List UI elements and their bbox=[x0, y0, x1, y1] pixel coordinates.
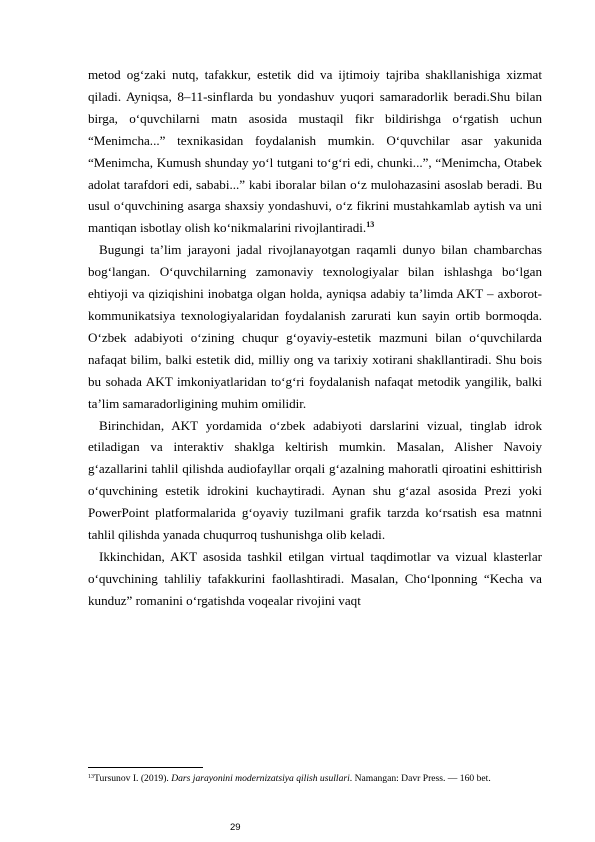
body-text bbox=[88, 64, 542, 612]
footnote-reference[interactable]: 13 bbox=[366, 220, 375, 230]
footnote-divider bbox=[88, 767, 203, 768]
paragraph-3: Birinchidan, AKT yordamida o‘zbek adabiyoti darslarini vizual, tinglab idrok etiladigan va interaktiv shaklga keltirish mumkin. Masalan, Alisher Navoiy g‘azallarini tahlil qilishda audiofayllar orqali g‘azalning mahoratli qiroatini eshittirish o‘quvchining estetik idrokini kuchaytiradi. Aynan shu g‘azal asosida Prezi yoki PowerPoint platformalarida g‘oyaviy tuzilmani grafik tarzda ko‘rsatish esa matnni tahlil qilishda yanada chuqurroq tushunishga olib keladi. bbox=[88, 417, 542, 543]
footnote-number: 13 bbox=[88, 774, 94, 780]
paragraph-1 bbox=[88, 64, 542, 239]
paragraph-1-text: metod og‘zaki nutq, tafakkur, estetik did va ijtimoiy tajriba shakllanishiga xizmat qiladi. Ayniqsa, 8–11-sinflarda bu yondashuv yuqori samaradorlik beradi.Shu bilan birga, o‘quvchilarni matn asosida mustaqil fikr bildirishga o‘rgatish uchun “Menimcha...” texnikasidan foydalanish mumkin. O‘quvchilar asar yakunida “Menimcha, Kumush shunday yo‘l tutgani to‘g‘ri edi, chunki...”, “Menimcha, Otabek adolat tarafdori edi, sababi...” kabi iboralar bilan o‘z mulohazasini asoslab beradi. Bu usul o‘quvchining asarga shaxsiy yondashuvi, o‘z fikrini mustahkamlab aytish va uni mantiqan isbotlay olish ko‘nikmalarini rivojlantiradi. bbox=[88, 67, 542, 236]
paragraph-4: Ikkinchidan, AKT asosida tashkil etilgan virtual taqdimotlar va vizual klasterlar o‘quvchining tahliliy tafakkurini faollashtiradi. Masalan, Cho‘lponning “Kecha va kunduz” romanini o‘rgatishda voqealar rivojini vaqt bbox=[88, 548, 542, 608]
paragraph-2: Bugungi ta’lim jarayoni jadal rivojlanayotgan raqamli dunyo bilan chambarchas bog‘langan. O‘quvchilarning zamonaviy texnologiyalar bilan ishlashga bo‘lgan ehtiyoji va qiziqishini inobatga olgan holda, ayniqsa adabiy ta’limda AKT – axborot-kommunikatsiya texnologiyalaridan foydalanish zarurati kun sayin ortib bormoqda. O‘zbek adabiyoti o‘zining chuqur g‘oyaviy-estetik mazmuni bilan o‘quvchilarda nafaqat bilim, balki estetik did, milliy ong va tarixiy xotirani shakllantiradi. Shu bois bu sohada AKT imkoniyatlaridan to‘g‘ri foydalanish nafaqat metodik yangilik, balki ta’lim samaradorligining muhim omilidir. bbox=[88, 242, 542, 411]
page-number: 29 bbox=[230, 822, 241, 833]
footnote-title: Dars jarayonini modernizatsiya qilish usullari bbox=[171, 773, 350, 784]
footnote-publisher: . Namangan: Davr Press. — 160 bet. bbox=[349, 773, 491, 784]
footnote bbox=[88, 772, 542, 786]
footnote-author: Tursunov I. (2019). bbox=[94, 773, 172, 784]
document-page bbox=[88, 0, 542, 842]
